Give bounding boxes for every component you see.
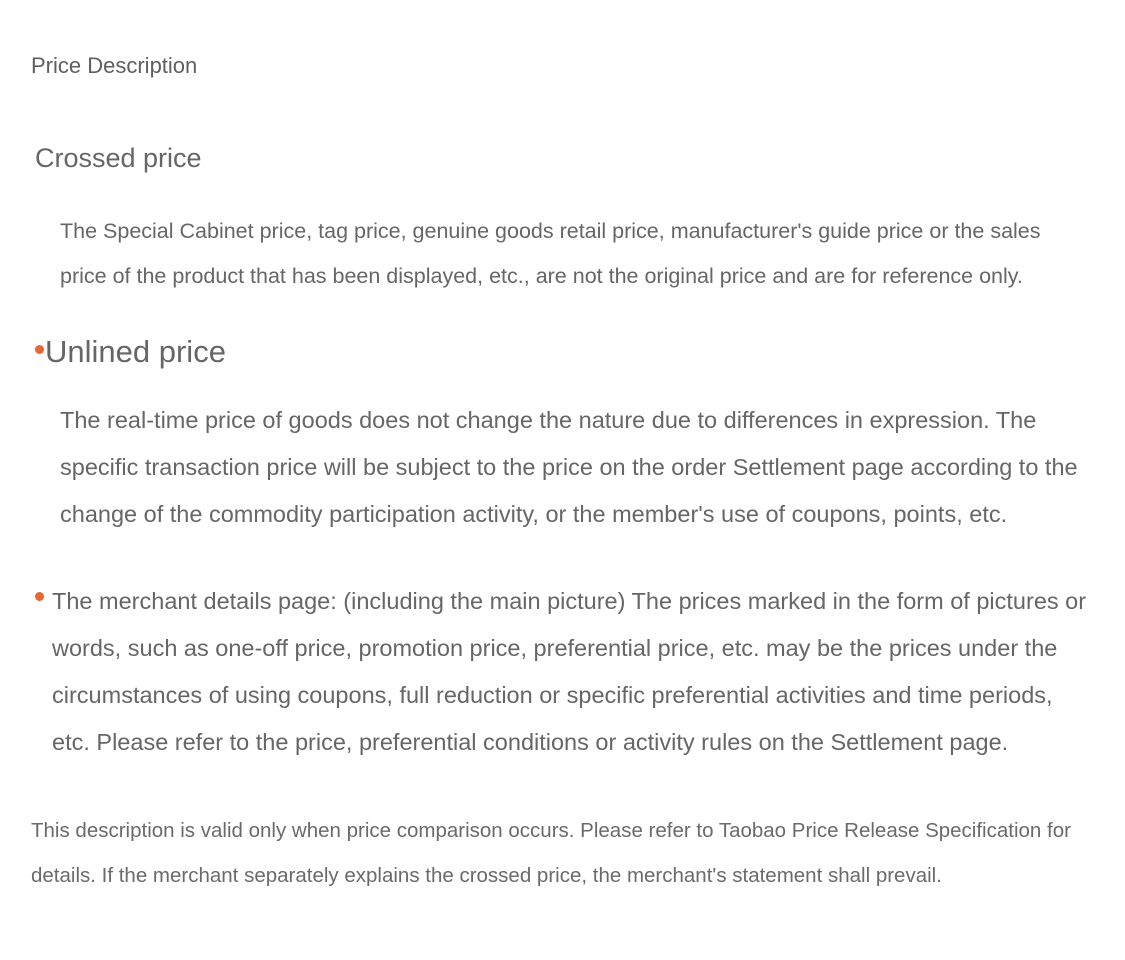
merchant-details-text: The merchant details page: (including the main picture) The prices marked in the form of pictures or words, such as one-off price, promotion price, preferential price, etc. may be the prices under the circumstances of using coupons, full reduction or specific preferential activities and time periods, etc. Please refer to the price, preferential conditions or activity rules on the Settlement page. bbox=[52, 588, 1087, 755]
footer-note: This description is valid only when price comparison occurs. Please refer to Taobao Price Release Specification for details. If the merchant separately explains the crossed price, the merchant's statement shall prevail. bbox=[31, 819, 1071, 887]
crossed-price-text: The Special Cabinet price, tag price, genuine goods retail price, manufacturer's guide price or the sales price of the product that has been displayed, etc., are not the original price and are for reference only. bbox=[60, 219, 1041, 288]
page-title: Price Description bbox=[31, 53, 198, 78]
unlined-price-heading-label: Unlined price bbox=[45, 334, 226, 369]
unlined-price-heading bbox=[35, 334, 226, 370]
merchant-details-bullet bbox=[35, 578, 1095, 766]
bullet-dot-icon bbox=[35, 345, 44, 354]
crossed-price-heading: Crossed price bbox=[35, 143, 202, 173]
unlined-price-text: The real-time price of goods does not change the nature due to differences in expression. The specific transaction price will be subject to the price on the order Settlement page according to the change of the commodity participation activity, or the member's use of coupons, points, etc. bbox=[60, 407, 1078, 527]
bullet-dot-icon bbox=[35, 592, 44, 601]
